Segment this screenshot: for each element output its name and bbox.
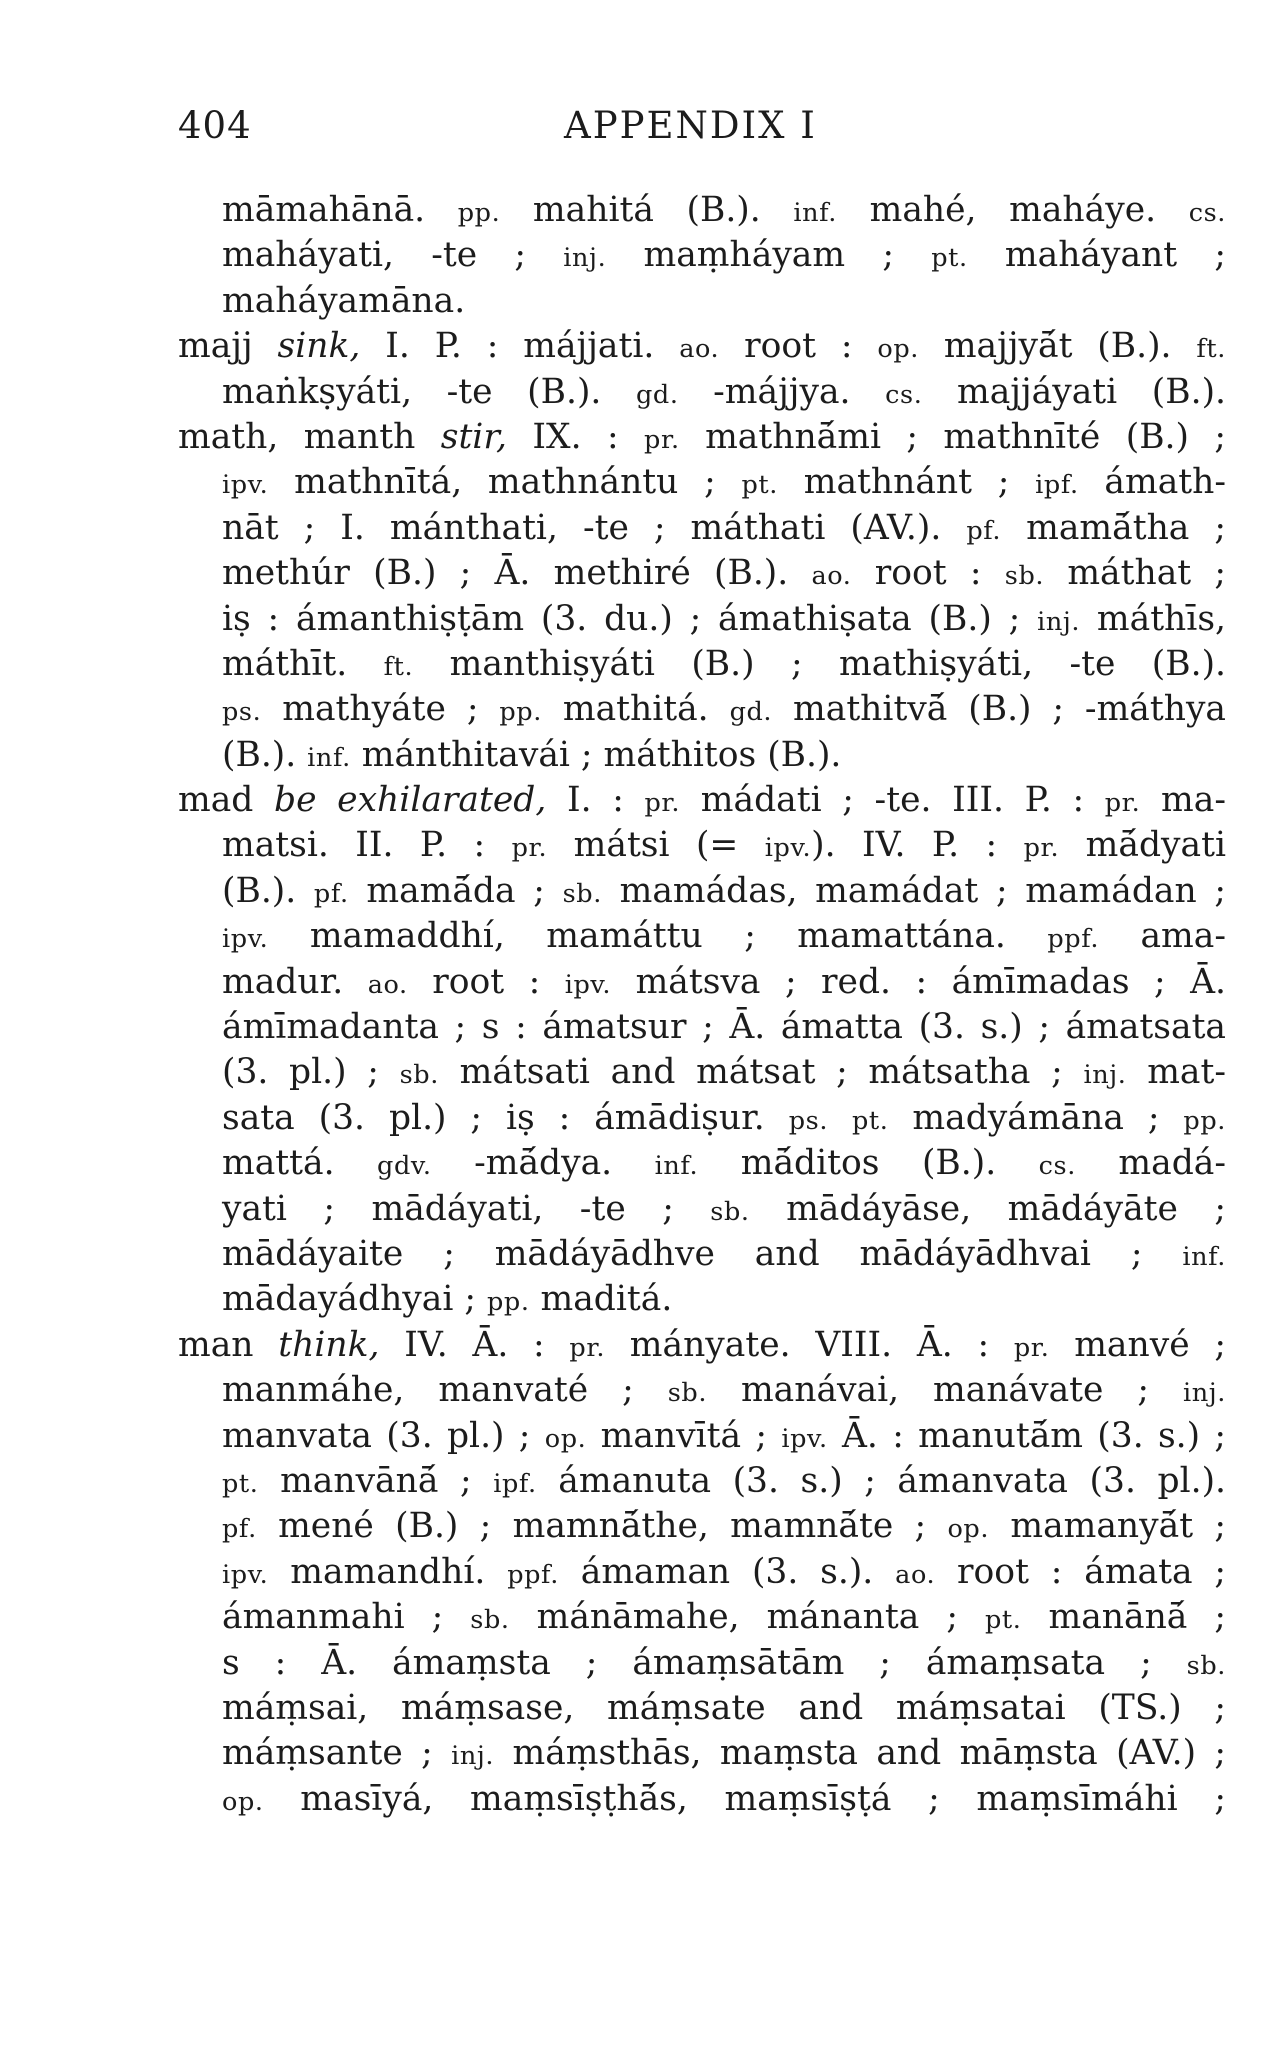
text-segment: máthat ;	[1044, 553, 1227, 594]
text-line	[178, 1504, 1226, 1549]
text-segment: majjyā́t (B.).	[918, 326, 1197, 367]
text-segment: methúr (B.) ; Ā. methiré (B.).	[222, 553, 812, 594]
text-segment: manvānā́ ;	[258, 1460, 494, 1501]
text-segment: mamádas, mamádat ; mamádan ;	[601, 870, 1226, 911]
grammar-abbreviation: pr.	[1013, 1332, 1050, 1363]
grammar-abbreviation: sb.	[562, 878, 602, 909]
text-segment: manávai, manávate ;	[707, 1370, 1183, 1411]
text-segment: manmáhe, manvaté ;	[222, 1370, 668, 1411]
grammar-abbreviation: sb.	[1186, 1650, 1226, 1681]
text-segment: ma-	[1140, 780, 1226, 821]
grammar-abbreviation: ipv.	[222, 1559, 269, 1590]
text-segment: (B.).	[222, 734, 308, 775]
grammar-abbreviation: sb.	[710, 1196, 750, 1227]
text-segment: mattá.	[222, 1143, 378, 1184]
grammar-abbreviation: ao.	[895, 1559, 936, 1590]
text-segment: Ā. : manutā́m (3. s.) ;	[827, 1415, 1227, 1456]
grammar-abbreviation: pf.	[222, 1514, 257, 1545]
grammar-abbreviation: inf.	[793, 198, 837, 228]
text-segment: mādayádhyai ;	[222, 1279, 487, 1320]
text-segment: manānā́ ;	[1021, 1597, 1226, 1638]
grammar-abbreviation: inj.	[563, 243, 607, 274]
text-segment: ámīmadanta ; s : ámatsur ; Ā. ámatta (3. s.) ; ámatsata	[222, 1007, 1226, 1048]
text-segment: mahé, maháye.	[837, 190, 1189, 230]
text-segment: máthīs,	[1080, 598, 1226, 639]
text-segment: mamanyā́t ;	[989, 1506, 1226, 1547]
text-segment: (B.).	[222, 870, 314, 911]
text-line	[178, 1641, 1226, 1686]
grammar-abbreviation: pp.	[1183, 1105, 1226, 1136]
text-segment: mamā́da ;	[348, 870, 563, 911]
text-segment: madá-	[1075, 1143, 1227, 1184]
text-segment: maditá.	[529, 1279, 673, 1320]
text-segment: maháyamāna.	[222, 280, 466, 321]
text-line	[178, 1777, 1226, 1822]
text-line	[178, 1550, 1226, 1595]
text-segment: ámanmahi ;	[222, 1597, 471, 1638]
text-segment: mátsati and mátsat ; mátsatha ;	[438, 1052, 1084, 1093]
text-line	[178, 642, 1226, 687]
text-segment: manvata (3. pl.) ;	[222, 1415, 545, 1456]
text-segment: mathitvā́ (B.) ; -máthya	[772, 689, 1227, 730]
grammar-abbreviation: cs.	[885, 379, 923, 410]
grammar-abbreviation: sb.	[1004, 561, 1045, 592]
grammar-abbreviation: inj.	[1083, 1060, 1127, 1091]
text-segment: iṣ : ámanthiṣṭām (3. du.) ; ámathiṣata (B.) ;	[222, 598, 1038, 639]
grammar-abbreviation: gdv.	[377, 1151, 432, 1182]
grammar-abbreviation: inj.	[1182, 1378, 1226, 1409]
page-number: 404	[178, 104, 252, 147]
text-segment: mādáyaite ; mādáyādhve and mādáyādhvai ;	[222, 1233, 1183, 1274]
grammar-abbreviation: ipf.	[1035, 470, 1079, 501]
text-segment: ama-	[1099, 916, 1226, 957]
text-segment: maháyati, -te ;	[222, 235, 564, 276]
grammar-abbreviation: inf.	[307, 742, 351, 773]
text-segment: maṃháyam ;	[606, 235, 932, 276]
text-line	[178, 233, 1226, 278]
entry-headword-line	[178, 778, 1226, 823]
grammar-abbreviation: ipv.	[781, 1423, 828, 1454]
text-segment: madyámāna ;	[888, 1097, 1184, 1138]
grammar-abbreviation: op.	[877, 334, 919, 365]
grammar-abbreviation: op.	[947, 1514, 990, 1545]
grammar-abbreviation: pr.	[569, 1332, 606, 1363]
text-line	[178, 687, 1226, 732]
text-segment: madur.	[222, 961, 368, 1002]
gloss: think,	[278, 1324, 380, 1365]
text-segment: IV. Ā. :	[379, 1324, 570, 1365]
text-segment: IX. :	[507, 416, 645, 457]
text-segment: mathnā́mi ; mathnīté (B.) ;	[679, 416, 1226, 457]
text-segment: matsi. II. P. :	[222, 825, 512, 866]
text-line	[178, 733, 1226, 778]
text-segment: maṅkṣyáti, -te (B.).	[222, 371, 636, 412]
text-segment: (3. pl.) ;	[222, 1052, 400, 1093]
grammar-abbreviation: pf.	[313, 878, 349, 909]
text-line	[178, 1141, 1226, 1186]
text-line	[178, 823, 1226, 868]
grammar-abbreviation: pt.	[984, 1605, 1022, 1636]
text-segment: I. P. : májjati.	[360, 326, 680, 367]
text-segment: mathnánt ;	[778, 462, 1036, 503]
text-segment: yati ; mādáyati, -te ;	[222, 1188, 711, 1229]
gloss: stir,	[440, 416, 508, 457]
text-segment: máṃsante ;	[222, 1733, 452, 1774]
text-segment: masīyá, maṃsīṣṭhā́s, maṃsīṣṭá ; maṃsīmáhi ;	[263, 1778, 1226, 1819]
grammar-abbreviation: cs.	[1188, 198, 1226, 228]
text-segment: maháyant ;	[967, 235, 1226, 276]
grammar-abbreviation: ipv.	[564, 969, 612, 1000]
text-segment: man	[178, 1324, 279, 1365]
text-segment: mamā́tha ;	[1001, 507, 1226, 548]
grammar-abbreviation: ao.	[679, 334, 720, 365]
text-segment: mādáyāse, mādáyāte ;	[749, 1188, 1226, 1229]
grammar-abbreviation: ipf.	[493, 1468, 537, 1499]
text-segment: ámath-	[1078, 462, 1227, 503]
text-segment: ). IV. P. :	[811, 825, 1024, 866]
text-line	[178, 551, 1226, 596]
text-segment: math, manth	[178, 416, 441, 457]
grammar-abbreviation: ps.	[222, 697, 262, 728]
grammar-abbreviation: sb.	[667, 1378, 708, 1409]
grammar-abbreviation: cs.	[1038, 1151, 1076, 1182]
text-segment: mádati ; -te. III. P. :	[680, 780, 1105, 821]
grammar-abbreviation: ipv.	[222, 924, 269, 955]
text-segment	[828, 1098, 852, 1138]
grammar-abbreviation: gd.	[635, 379, 679, 410]
text-segment: mahitá (B.).	[500, 190, 794, 230]
text-line	[178, 1050, 1226, 1095]
text-segment: mathitá.	[541, 689, 730, 730]
text-segment: -májjya.	[678, 371, 886, 412]
text-segment: mányate. VIII. Ā. :	[605, 1324, 1014, 1365]
grammar-abbreviation: pt.	[741, 470, 778, 501]
text-segment: ámanuta (3. s.) ; ámanvata (3. pl.).	[536, 1460, 1227, 1501]
text-segment: mamaddhí, mamáttu ; mamattána.	[268, 916, 1048, 957]
page-header	[178, 104, 828, 148]
text-segment: root :	[407, 961, 565, 1002]
grammar-abbreviation: pr.	[1023, 833, 1060, 864]
text-segment: mathnītá, mathnántu ;	[268, 462, 742, 503]
grammar-abbreviation: pr.	[644, 788, 681, 819]
text-line	[178, 1595, 1226, 1640]
text-segment: -mā́dya.	[431, 1143, 655, 1184]
text-segment: majj	[178, 326, 278, 367]
text-segment: mat-	[1126, 1052, 1226, 1093]
grammar-abbreviation: ipv.	[764, 833, 812, 864]
entry-headword-line	[178, 415, 1226, 460]
text-segment: máthīt.	[222, 643, 384, 684]
text-segment: manvītá ;	[586, 1415, 782, 1456]
dictionary-text	[178, 188, 1226, 1822]
grammar-abbreviation: pr.	[1104, 788, 1141, 819]
text-line	[178, 188, 1226, 233]
grammar-abbreviation: pp.	[499, 697, 542, 728]
text-segment: máṃsai, máṃsase, máṃsate and máṃsatai (TS.) ;	[222, 1687, 1226, 1728]
text-segment: nāt ; I. mánthati, -te ; máthati (AV.).	[222, 507, 967, 548]
text-segment: mamandhí.	[268, 1551, 508, 1592]
text-segment: mā́ditos (B.).	[698, 1143, 1039, 1184]
text-line	[178, 1686, 1226, 1731]
grammar-abbreviation: ppf.	[507, 1559, 559, 1590]
grammar-abbreviation: pr.	[644, 424, 680, 455]
text-segment: mad	[178, 780, 275, 821]
text-segment: ámaman (3. s.).	[558, 1551, 896, 1592]
grammar-abbreviation: pt.	[851, 1105, 889, 1136]
grammar-abbreviation: op.	[222, 1786, 264, 1817]
text-segment: máṃsthās, maṃsta and māṃsta (AV.) ;	[494, 1733, 1227, 1774]
text-line	[178, 1096, 1226, 1141]
text-segment: majjáyati (B.).	[922, 371, 1227, 412]
grammar-abbreviation: pr.	[511, 833, 548, 864]
grammar-abbreviation: sb.	[470, 1605, 510, 1636]
grammar-abbreviation: inj.	[1037, 606, 1081, 637]
grammar-abbreviation: ipv.	[222, 470, 269, 501]
text-line	[178, 1187, 1226, 1232]
text-line	[178, 1232, 1226, 1277]
text-line	[178, 869, 1226, 914]
grammar-abbreviation: ft.	[1196, 334, 1226, 365]
grammar-abbreviation: ao.	[367, 969, 408, 1000]
text-segment: mátsi (=	[547, 825, 765, 866]
gloss: sink,	[277, 326, 361, 367]
text-segment: mátsva ; red. : ámīmadas ; Ā.	[611, 961, 1226, 1002]
text-segment: mā́dyati	[1059, 825, 1226, 866]
grammar-abbreviation: sb.	[399, 1060, 439, 1091]
grammar-abbreviation: pp.	[457, 198, 501, 228]
text-segment: root :	[719, 326, 878, 367]
text-line	[178, 914, 1226, 959]
grammar-abbreviation: pt.	[222, 1468, 259, 1499]
grammar-abbreviation: ps.	[788, 1105, 829, 1136]
text-segment: manthiṣyáti (B.) ; mathiṣyáti, -te (B.).	[413, 643, 1226, 684]
text-line	[178, 1368, 1226, 1413]
text-segment: māmahānā.	[222, 190, 458, 230]
text-segment: s : Ā. ámaṃsta ; ámaṃsātām ; ámaṃsata ;	[222, 1642, 1187, 1683]
grammar-abbreviation: ao.	[811, 561, 852, 592]
grammar-abbreviation: ft.	[383, 651, 414, 682]
grammar-abbreviation: op.	[544, 1423, 587, 1454]
text-segment: mánthitavái ; máthitos (B.).	[350, 734, 842, 775]
grammar-abbreviation: inf.	[654, 1151, 699, 1182]
running-title: APPENDIX I	[564, 104, 817, 147]
grammar-abbreviation: inj.	[451, 1741, 495, 1772]
text-segment: mathyáte ;	[261, 689, 500, 730]
text-segment: I. :	[546, 780, 645, 821]
text-line	[178, 1277, 1226, 1322]
text-segment: sata (3. pl.) ; iṣ : ámādiṣur.	[222, 1097, 789, 1138]
text-line	[178, 506, 1226, 551]
text-line	[178, 960, 1226, 1005]
text-line	[178, 1731, 1226, 1776]
grammar-abbreviation: gd.	[729, 697, 773, 728]
text-line	[178, 1005, 1226, 1050]
grammar-abbreviation: pt.	[931, 243, 968, 274]
text-line	[178, 279, 1226, 324]
grammar-abbreviation: ppf.	[1047, 924, 1100, 955]
text-segment: manvé ;	[1049, 1324, 1226, 1365]
text-line	[178, 1459, 1226, 1504]
entry-headword-line	[178, 324, 1226, 369]
text-line	[178, 1414, 1226, 1459]
text-line	[178, 597, 1226, 642]
text-segment: mánāmahe, mánanta ;	[509, 1597, 985, 1638]
text-segment: root : ámata ;	[935, 1551, 1227, 1592]
text-segment: root :	[851, 553, 1005, 594]
text-line	[178, 460, 1226, 505]
text-line	[178, 370, 1226, 415]
gloss: be exhilarated,	[274, 780, 547, 821]
entry-headword-line	[178, 1323, 1226, 1368]
text-segment: mené (B.) ; mamnā́the, mamnā́te ;	[256, 1506, 948, 1547]
grammar-abbreviation: inf.	[1182, 1241, 1226, 1272]
grammar-abbreviation: pp.	[486, 1287, 530, 1318]
grammar-abbreviation: pf.	[966, 515, 1002, 546]
